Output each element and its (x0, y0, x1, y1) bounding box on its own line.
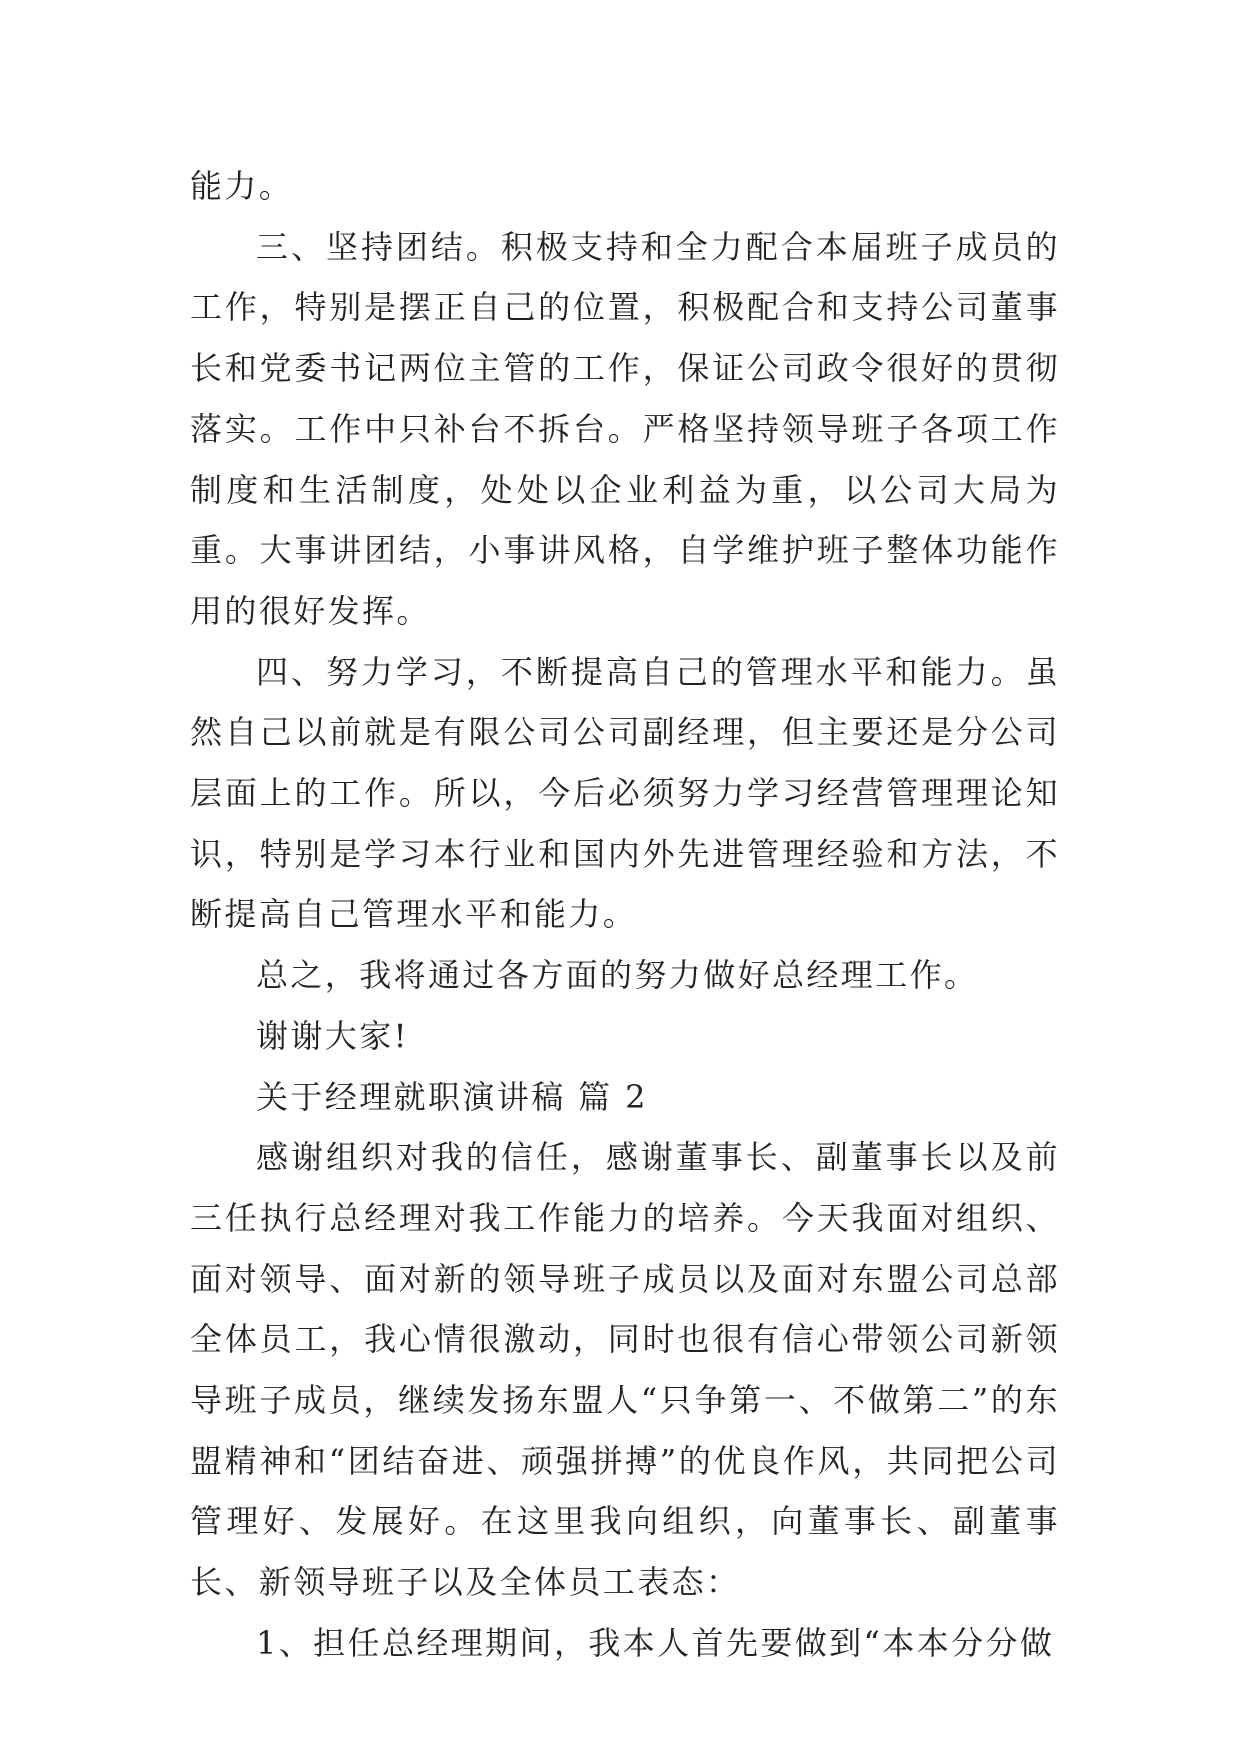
paragraph-thanks: 谢谢大家! (256, 1016, 409, 1055)
paragraph-item-1: 1、担任总经理期间，我本人首先要做到“本本分分做 (256, 1623, 1055, 1662)
paragraph-summary: 总之，我将通过各方面的努力做好总经理工作。 (256, 956, 979, 995)
paragraph-continuation: 能力。 (190, 167, 294, 205)
paragraph-gratitude: 感谢组织对我的信任，感谢董事长、副董事长以及前三任执行总经理对我工作能力的培养。今天我面对组织、面对领导、面对新的领导班子成员以及面对东盟公司总部全体员工，我心情很激动，同时也很有信心带领公司新领导班子成员，继续发扬东盟人“只争第一、不做第二”的东盟精神和“团结奋进、顽强拼搏”的优良作风，共同把公司管理好、发展好。在这里我向组织，向董事长、副董事长、新领导班子以及全体员工表态： (190, 1138, 1060, 1602)
section-heading: 关于经理就职演讲稿 篇 2 (256, 1077, 648, 1116)
paragraph-unity: 三、坚持团结。积极支持和全力配合本届班子成员的工作，特别是摆正自己的位置，积极配合和支持公司董事长和党委书记两位主管的工作，保证公司政令很好的贯彻落实。工作中只补台不拆台。严格坚持领导班子各项工作制度和生活制度，处处以企业利益为重，以公司大局为重。大事讲团结，小事讲风格，自学维护班子整体功能作用的很好发挥。 (190, 227, 1060, 630)
document-body (190, 156, 1060, 1674)
paragraph-learning: 四、努力学习，不断提高自己的管理水平和能力。虽然自己以前就是有限公司公司副经理，但主要还是分公司层面上的工作。所以，今后必须努力学习经营管理理论知识，特别是学习本行业和国内外先进管理经验和方法，不断提高自己管理水平和能力。 (190, 652, 1060, 934)
